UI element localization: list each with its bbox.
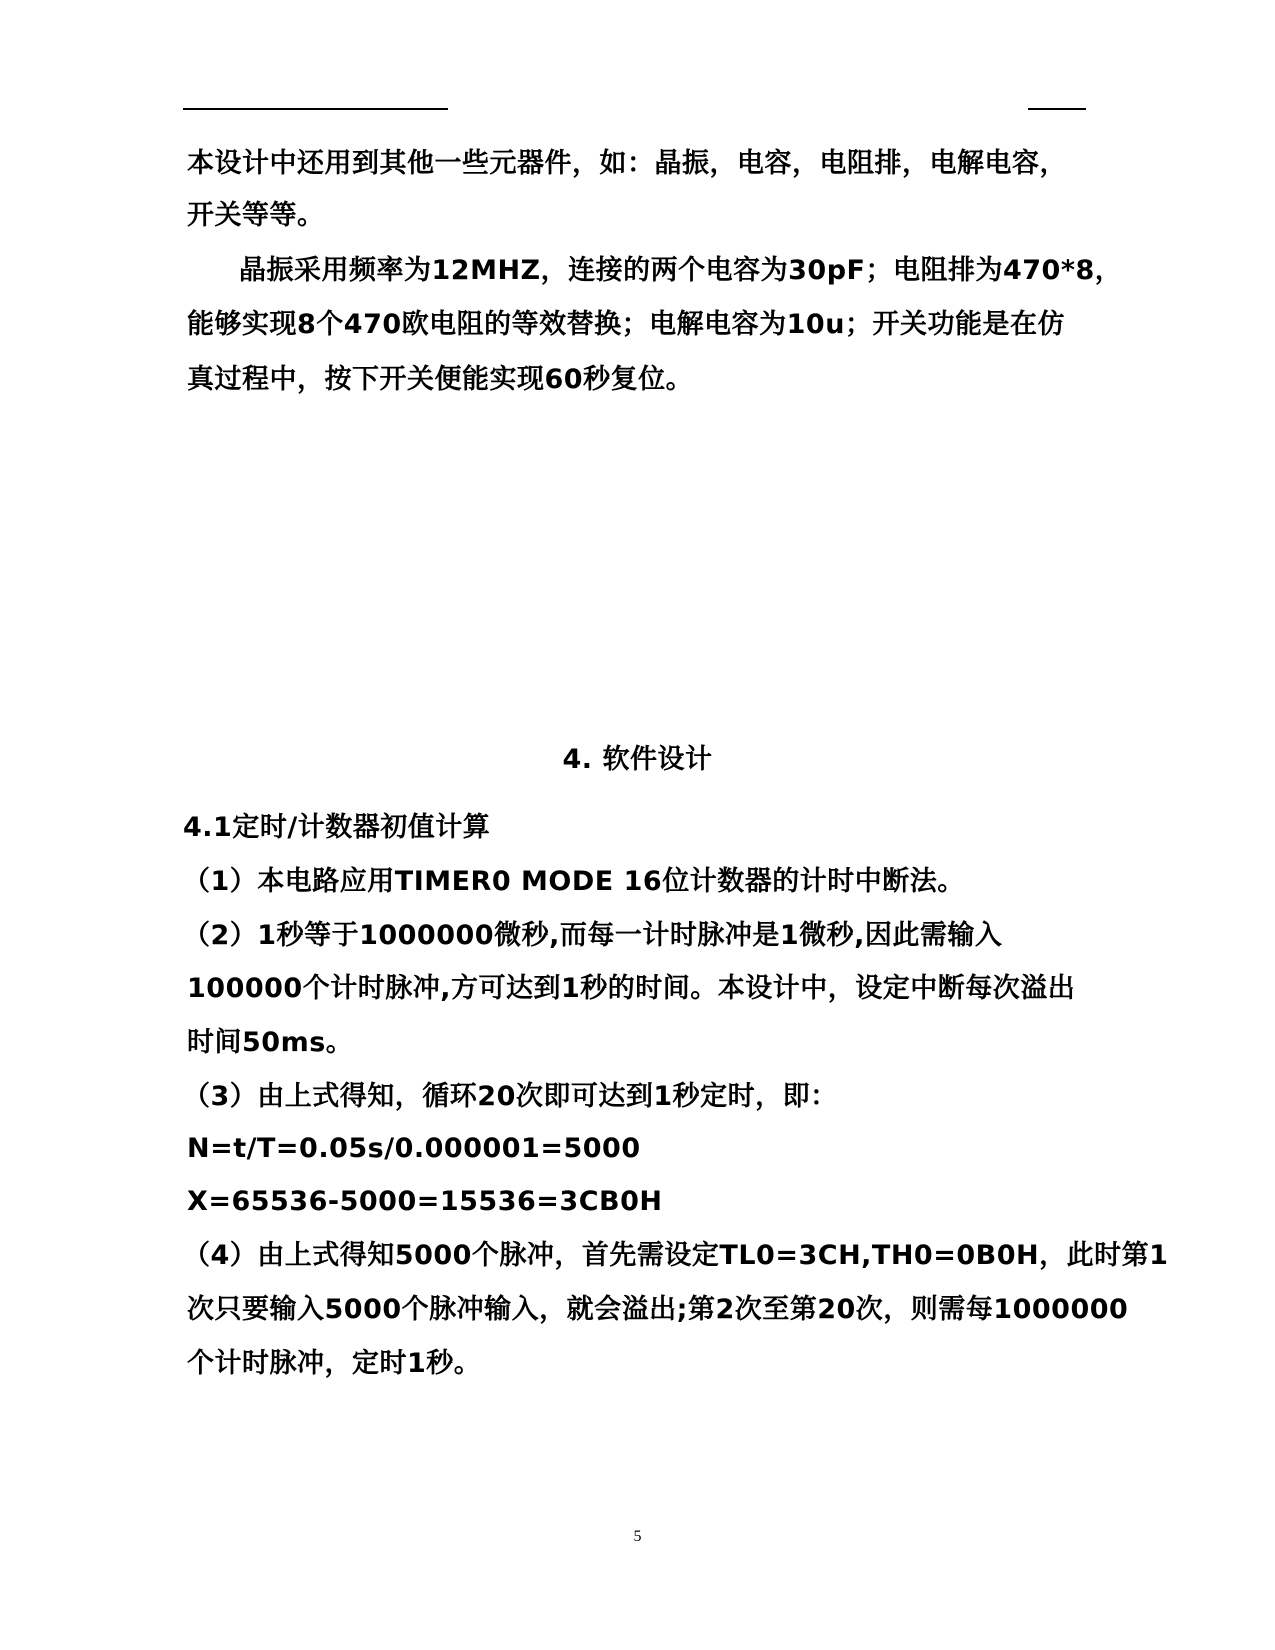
item-4-line-1: （4）由上式得知5000个脉冲，首先需设定TL0=3CH,TH0=0B0H，此时第1 <box>183 1240 1169 1271</box>
paragraph-1-line-1: 本设计中还用到其他一些元器件，如：晶振，电容，电阻排，电解电容， <box>187 148 1067 179</box>
formula-n: N=t/T=0.05s/0.000001=5000 <box>187 1133 641 1164</box>
paragraph-1-line-2: 开关等等。 <box>187 200 325 231</box>
item-3: （3）由上式得知，循环20次即可达到1秒定时，即： <box>183 1081 838 1112</box>
subsection-heading: 4.1定时/计数器初值计算 <box>183 812 491 843</box>
item-2-line-3: 时间50ms。 <box>187 1027 354 1058</box>
item-4-line-2: 次只要输入5000个脉冲输入，就会溢出;第2次至第20次，则需每1000000 <box>187 1294 1129 1325</box>
paragraph-2-line-2: 能够实现8个470欧电阻的等效替换；电解电容为10u；开关功能是在仿 <box>187 309 1065 340</box>
formula-x: X=65536-5000=15536=3CB0H <box>187 1186 663 1217</box>
paragraph-2-line-1: 晶振采用频率为12MHZ，连接的两个电容为30pF；电阻排为470*8， <box>239 255 1123 286</box>
paragraph-2-line-3: 真过程中，按下开关便能实现60秒复位。 <box>187 364 694 395</box>
section-heading: 4. 软件设计 <box>562 744 713 775</box>
item-2-line-2: 100000个计时脉冲,方可达到1秒的时间。本设计中，设定中断每次溢出 <box>187 973 1076 1004</box>
page-number: 5 <box>633 1528 642 1545</box>
item-1: （1）本电路应用TIMER0 MODE 16位计数器的计时中断法。 <box>183 866 965 897</box>
item-4-line-3: 个计时脉冲，定时1秒。 <box>187 1348 482 1379</box>
item-2-line-1: （2）1秒等于1000000微秒,而每一计时脉冲是1微秒,因此需输入 <box>183 920 1003 951</box>
header-rule-right <box>1028 108 1086 110</box>
header-rule-left <box>183 108 448 110</box>
